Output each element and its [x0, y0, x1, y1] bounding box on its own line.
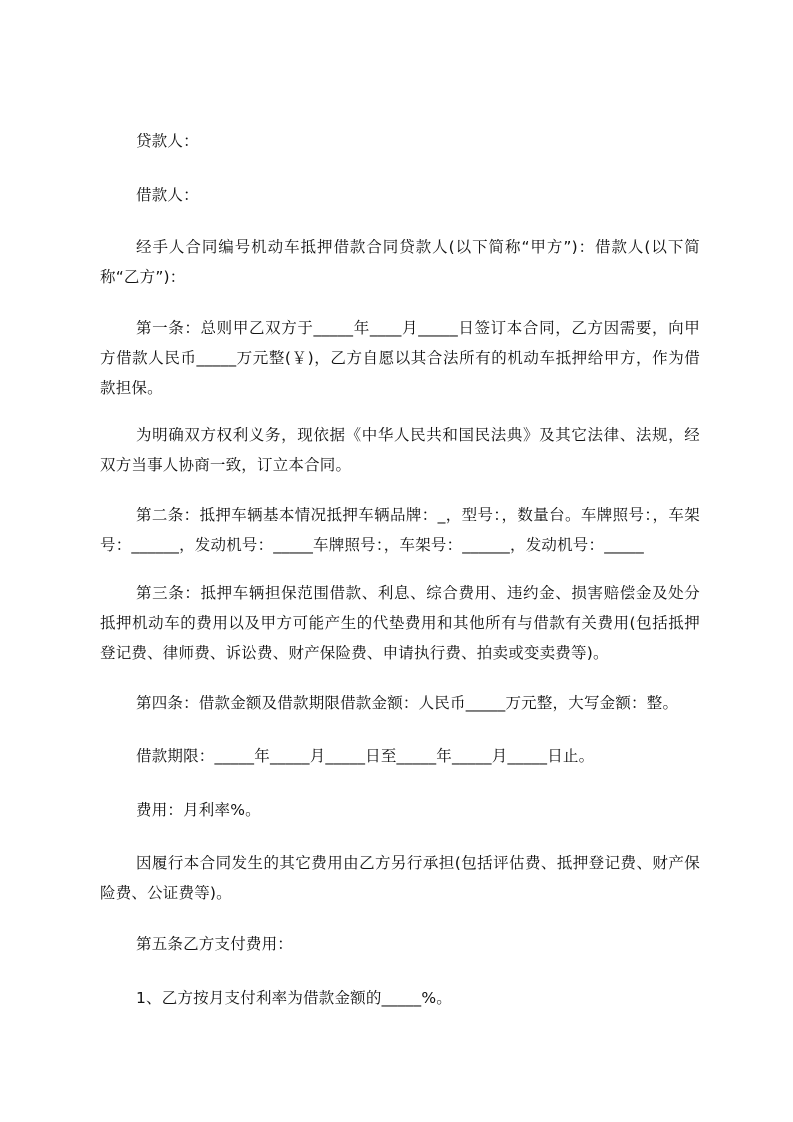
article-3-paragraph: 第三条：抵押车辆担保范围借款、利息、综合费用、违约金、损害赔偿金及处分抵押机动车的费用以及甲方可能产生的代垫费用和其他所有与借款有关费用(包括抵押登记费、律师费、诉讼费、财产保险费、申请执行费、拍卖或变卖费等)。 [100, 584, 700, 662]
article-2-paragraph: 第二条：抵押车辆基本情况抵押车辆品牌：_，型号：，数量台。车牌照号：，车架号：______，发动机号：_____车牌照号：，车架号：______，发动机号：_____ [100, 506, 700, 554]
borrower-label: 借款人： [136, 186, 199, 204]
other-fees-paragraph: 因履行本合同发生的其它费用由乙方另行承担(包括评估费、抵押登记费、财产保险费、公证费等)。 [100, 854, 700, 902]
article-4-paragraph: 第四条：借款金额及借款期限借款金额：人民币_____万元整，大写金额：整。 [136, 694, 679, 712]
purpose-paragraph: 为明确双方权利义务，现依据《中华人民共和国民法典》及其它法律、法规，经双方当事人协商一致，订立本合同。 [100, 426, 700, 474]
lender-label: 贷款人： [136, 132, 199, 150]
contract-intro-paragraph: 经手人合同编号机动车抵押借款合同贷款人(以下简称“甲方”)：借款人(以下简称“乙方”)： [100, 238, 700, 286]
loan-term-paragraph: 借款期限：_____年_____月_____日至_____年_____月_____日止。 [136, 747, 595, 765]
article-5-item-1: 1、乙方按月支付利率为借款金额的_____%。 [136, 989, 452, 1007]
article-5-paragraph: 第五条乙方支付费用： [136, 935, 294, 953]
interest-rate-paragraph: 费用：月利率%。 [136, 801, 261, 819]
article-1-paragraph: 第一条：总则甲乙双方于_____年____月_____日签订本合同，乙方因需要，向甲方借款人民币_____万元整(￥)，乙方自愿以其合法所有的机动车抵押给甲方，作为借款担保。 [100, 319, 700, 397]
